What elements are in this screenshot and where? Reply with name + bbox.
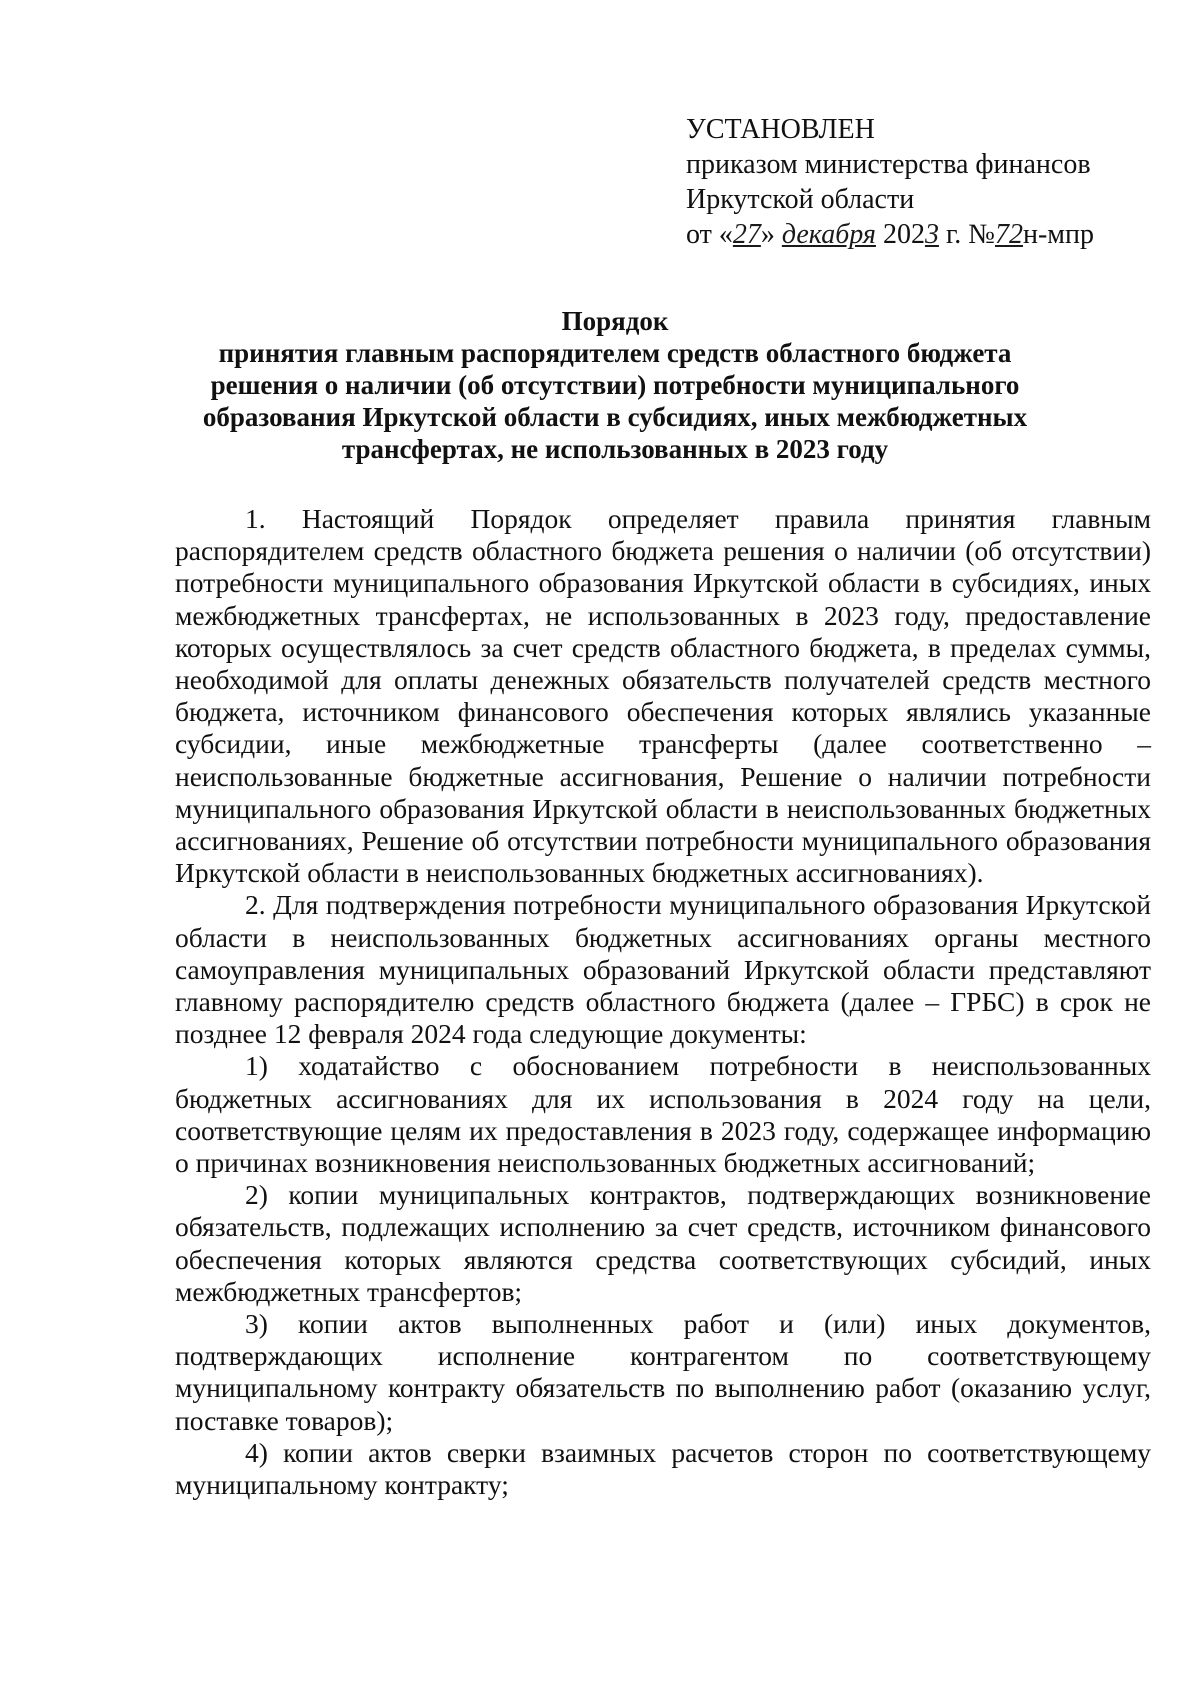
date-day: 27 — [732, 219, 761, 250]
title-line-1: Порядок — [561, 306, 669, 336]
approval-stamp — [686, 112, 1094, 252]
list-item-1: 1) ходатайство с обоснованием потребности в неиспользованных бюджетных ассигнованиях для их использования в 2024 году на цели, соответствующие целям их предоставления в 2023 году, содержащее информацию о причинах возникновения неиспользованных бюджетных ассигнований; — [175, 1050, 1151, 1179]
date-month: декабря — [781, 219, 876, 250]
stamp-date-line — [686, 217, 1094, 252]
document-title — [170, 305, 1060, 465]
list-item-2: 2) копии муниципальных контрактов, подтверждающих возникновение обязательств, подлежащих исполнению за счет средств, источником финансового обеспечения которых являются средства соответствующих субсидий, иных межбюджетных трансфертов; — [175, 1179, 1151, 1307]
date-mid: » — [760, 219, 782, 250]
date-number-sign: г. № — [938, 219, 995, 250]
list-item-4: 4) копии актов сверки взаимных расчетов сторон по соответствующему муниципальному контракту; — [175, 1436, 1151, 1501]
stamp-region-line: Иркутской области — [686, 184, 915, 215]
order-suffix: н-мпр — [1022, 219, 1094, 250]
document-body — [175, 503, 1151, 1501]
title-line-2: принятия главным распорядителем средств областного бюджета — [218, 338, 1012, 368]
stamp-order-line: приказом министерства финансов — [686, 149, 1091, 180]
date-prefix: от « — [686, 219, 733, 250]
date-year-digit: 3 — [924, 219, 939, 250]
stamp-established: УСТАНОВЛЕН — [686, 114, 875, 145]
title-line-4: образования Иркутской области в субсидиях, иных межбюджетных — [202, 402, 1028, 432]
order-number: 72 — [994, 219, 1023, 250]
list-item-3: 3) копии актов выполненных работ и (или) иных документов, подтверждающих исполнение контрагентом по соответствующему муниципальному контракту обязательств по выполнению работ (оказанию услуг, поставке товаров); — [175, 1308, 1151, 1436]
title-line-5: трансфертах, не использованных в 2023 году — [341, 434, 889, 464]
date-year-prefix: 202 — [875, 219, 925, 250]
paragraph-2: 2. Для подтверждения потребности муниципального образования Иркутской области в неиспользованных бюджетных ассигнованиях органы местного самоуправления муниципальных образований Иркутской области представляют главному распорядителю средств областного бюджета (далее – ГРБС) в срок не позднее 12 февраля 2024 года следующие документы: — [175, 889, 1151, 1050]
title-line-3: решения о наличии (об отсутствии) потребности муниципального — [210, 370, 1020, 400]
paragraph-1: 1. Настоящий Порядок определяет правила принятия главным распорядителем средств областного бюджета решения о наличии (об отсутствии) потребности муниципального образования Иркутской области в субсидиях, иных межбюджетных трансфертах, не использованных в 2023 году, предоставление которых осуществлялось за счет средств областного бюджета, в пределах суммы, необходимой для оплаты денежных обязательств получателей средств местного бюджета, источником финансового обеспечения которых являлись указанные субсидии, иные межбюджетные трансферты (далее соответственно – неиспользованные бюджетные ассигнования, Решение о наличии потребности муниципального образования Иркутской области в неиспользованных бюджетных ассигнованиях, Решение об отсутствии потребности муниципального образования Иркутской области в неиспользованных бюджетных ассигнованиях). — [175, 503, 1151, 889]
